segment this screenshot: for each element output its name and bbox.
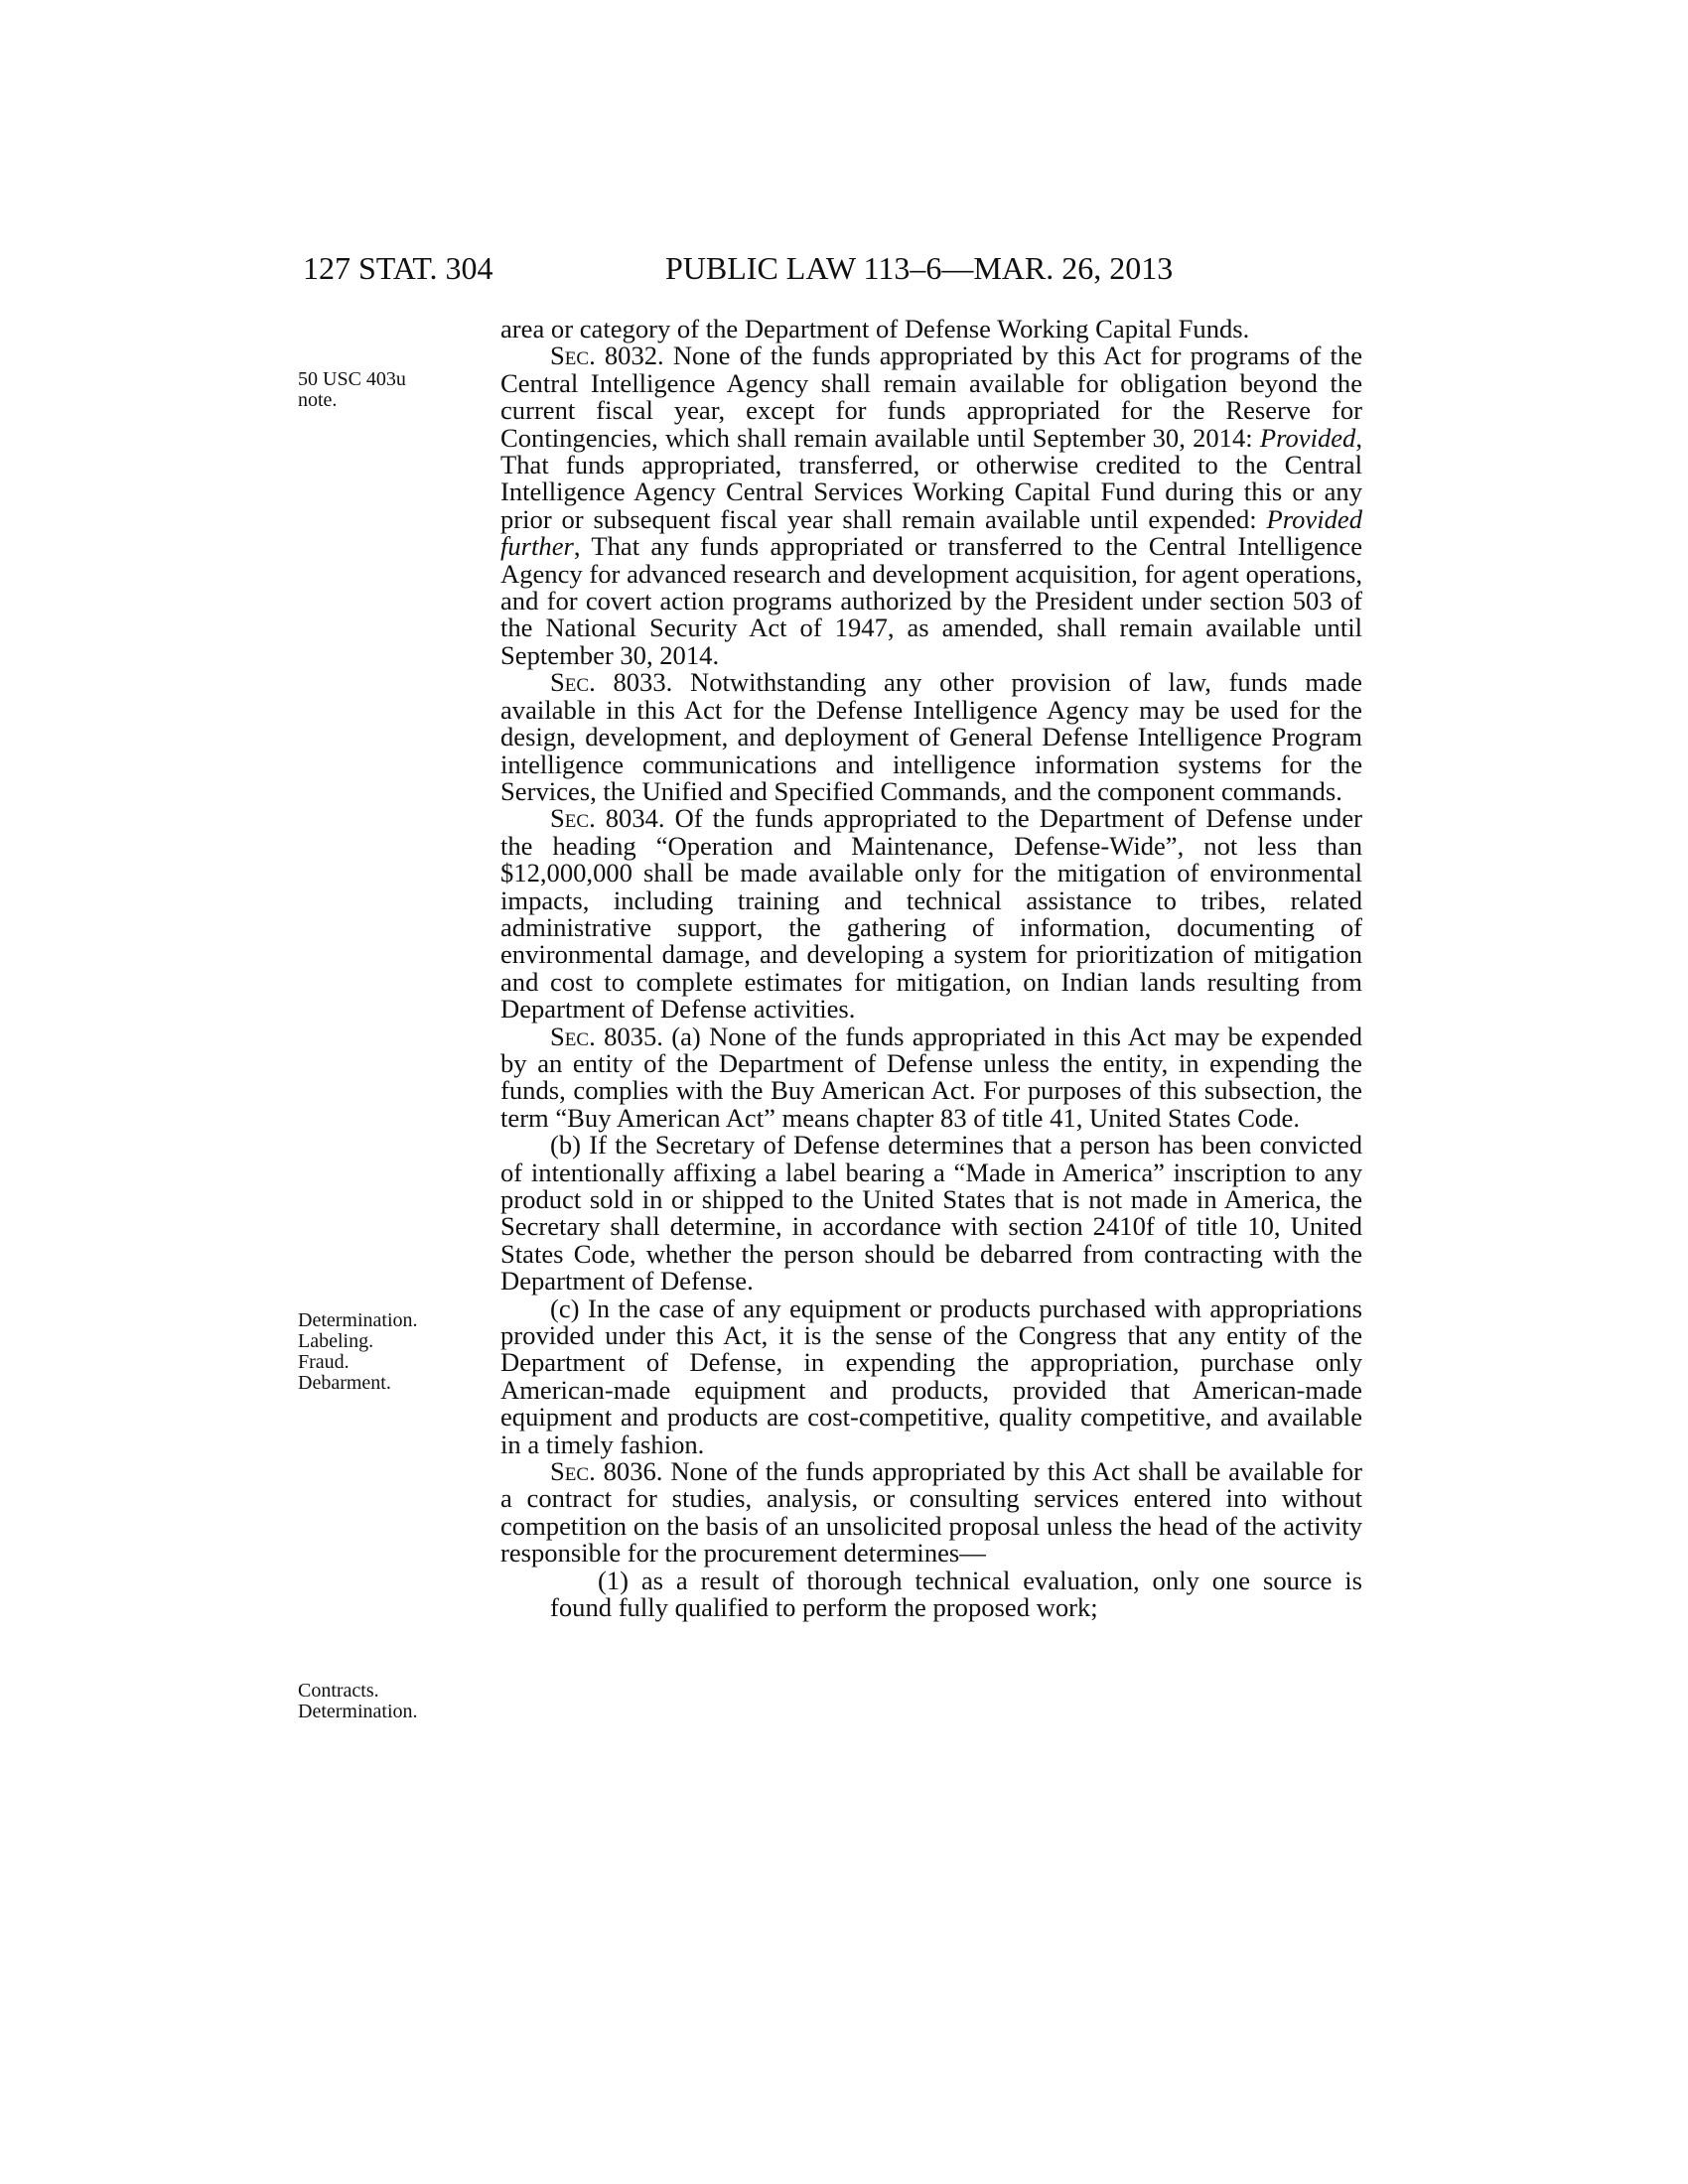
section-8033: Sec. 8033. Notwithstanding any other provision of law, funds made available in this Act for the Defense Intelligence Agency may be used for the design, development, and deployment of General Defense Intelligence Program intelligence communications and intelligence information systems for the Services, the Unified and Specified Commands, and the component commands.: [500, 667, 1362, 806]
proviso-label: Provided further: [500, 503, 1362, 562]
margin-note-line: Contracts.: [298, 1680, 379, 1702]
margin-note-line: note.: [298, 389, 338, 411]
section-8035-a: Sec. 8035. (a) None of the funds appropriated in this Act may be expended by an entity of the Department of Defense unless the entity, in expending the funds, complies with the Buy American Act. For purposes of this subsection, the term “Buy American Act” means chapter 83 of title 41, United States Code.: [500, 1021, 1362, 1133]
margin-note-line: Labeling.: [298, 1330, 374, 1352]
section-label: Sec.: [550, 667, 596, 698]
section-number: 8032.: [604, 341, 664, 371]
section-label: Sec.: [550, 341, 596, 371]
margin-note-line: Debarment.: [298, 1372, 391, 1394]
paragraph-continuation: area or category of the Department of Defense Working Capital Funds.: [500, 314, 1250, 343]
section-8036: Sec. 8036. None of the funds appropriated by this Act shall be available for a contract for studies, analysis, or consulting services entered into without competition on the basis of an unsolicited proposal unless the head of the activity responsible for the procurement determines—: [500, 1456, 1362, 1569]
section-number: 8036.: [603, 1456, 663, 1487]
margin-note-determination-labeling: [298, 1310, 477, 1394]
section-number: 8035.: [604, 1021, 663, 1051]
margin-note-usc-reference: [298, 369, 477, 411]
section-8035-b: (b) If the Secretary of Defense determines that a person has been convicted of intentionally affixing a label bearing a “Made in America” inscription to any product sold in or shipped to the United States that is not made in America, the Secretary shall determine, in accordance with section 2410f of title 10, United States Code, whether the person should be debarred from contracting with the Department of Defense.: [500, 1130, 1362, 1297]
section-8035-c: (c) In the case of any equipment or products purchased with appropriations provided under this Act, it is the sense of the Congress that any entity of the Department of Defense, in expending the appropriation, purchase only American-made equipment and products, provided that American-made equipment and products are cost-competitive, quality competitive, and available in a timely fashion.: [500, 1293, 1362, 1459]
section-label: Sec.: [550, 1456, 596, 1487]
section-8034: Sec. 8034. Of the funds appropriated to the Department of Defense under the heading “Operation and Maintenance, Defense-Wide”, not less than $12,000,000 shall be made available only for the mitigation of environmental impacts, including training and technical assistance to tribes, related administrative support, the gathering of information, documenting of environmental damage, and developing a system for prioritization of mitigation and cost to complete estimates for mitigation, on Indian lands resulting from Department of Defense activities.: [500, 803, 1363, 1024]
statute-page-reference: 127 STAT. 304: [303, 250, 493, 286]
document-body: [500, 316, 1362, 1622]
public-law-title: PUBLIC LAW 113–6—MAR. 26, 2013: [665, 250, 1174, 286]
margin-note-line: Determination.: [298, 1309, 418, 1331]
margin-note-line: Fraud.: [298, 1351, 350, 1373]
section-8036-item-1: (1) as a result of thorough technical evaluation, only one source is found fully qualified to perform the proposed work;: [550, 1565, 1362, 1623]
section-label: Sec.: [550, 803, 596, 834]
margin-note-line: Determination.: [298, 1701, 418, 1722]
section-8032: Sec. 8032. None of the funds appropriated by this Act for programs of the Central Intelligence Agency shall remain available for obligation beyond the current fiscal year, except for funds appropriated for the Reserve for Contingencies, which shall remain available until September 30, 2014: Provided, That funds appropriated, transferred, or otherwise credited to the Central Intelligence Agency Central Services Working Capital Fund during this or any prior or subsequent fiscal year shall remain available until expended: Provided further, That any funds appropriated or transferred to the Central Intelligence Agency for advanced research and development acquisition, for agent operations, and for covert action programs authorized by the President under section 503 of the National Security Act of 1947, as amended, shall remain available until September 30, 2014.: [500, 341, 1363, 670]
section-number: 8033.: [613, 667, 673, 698]
margin-note-line: 50 USC 403u: [298, 368, 406, 390]
margin-note-contracts: [298, 1681, 477, 1722]
section-label: Sec.: [550, 1021, 596, 1051]
page-header: [303, 248, 1375, 288]
proviso-label: Provided: [1259, 422, 1356, 453]
section-number: 8034.: [605, 803, 665, 834]
